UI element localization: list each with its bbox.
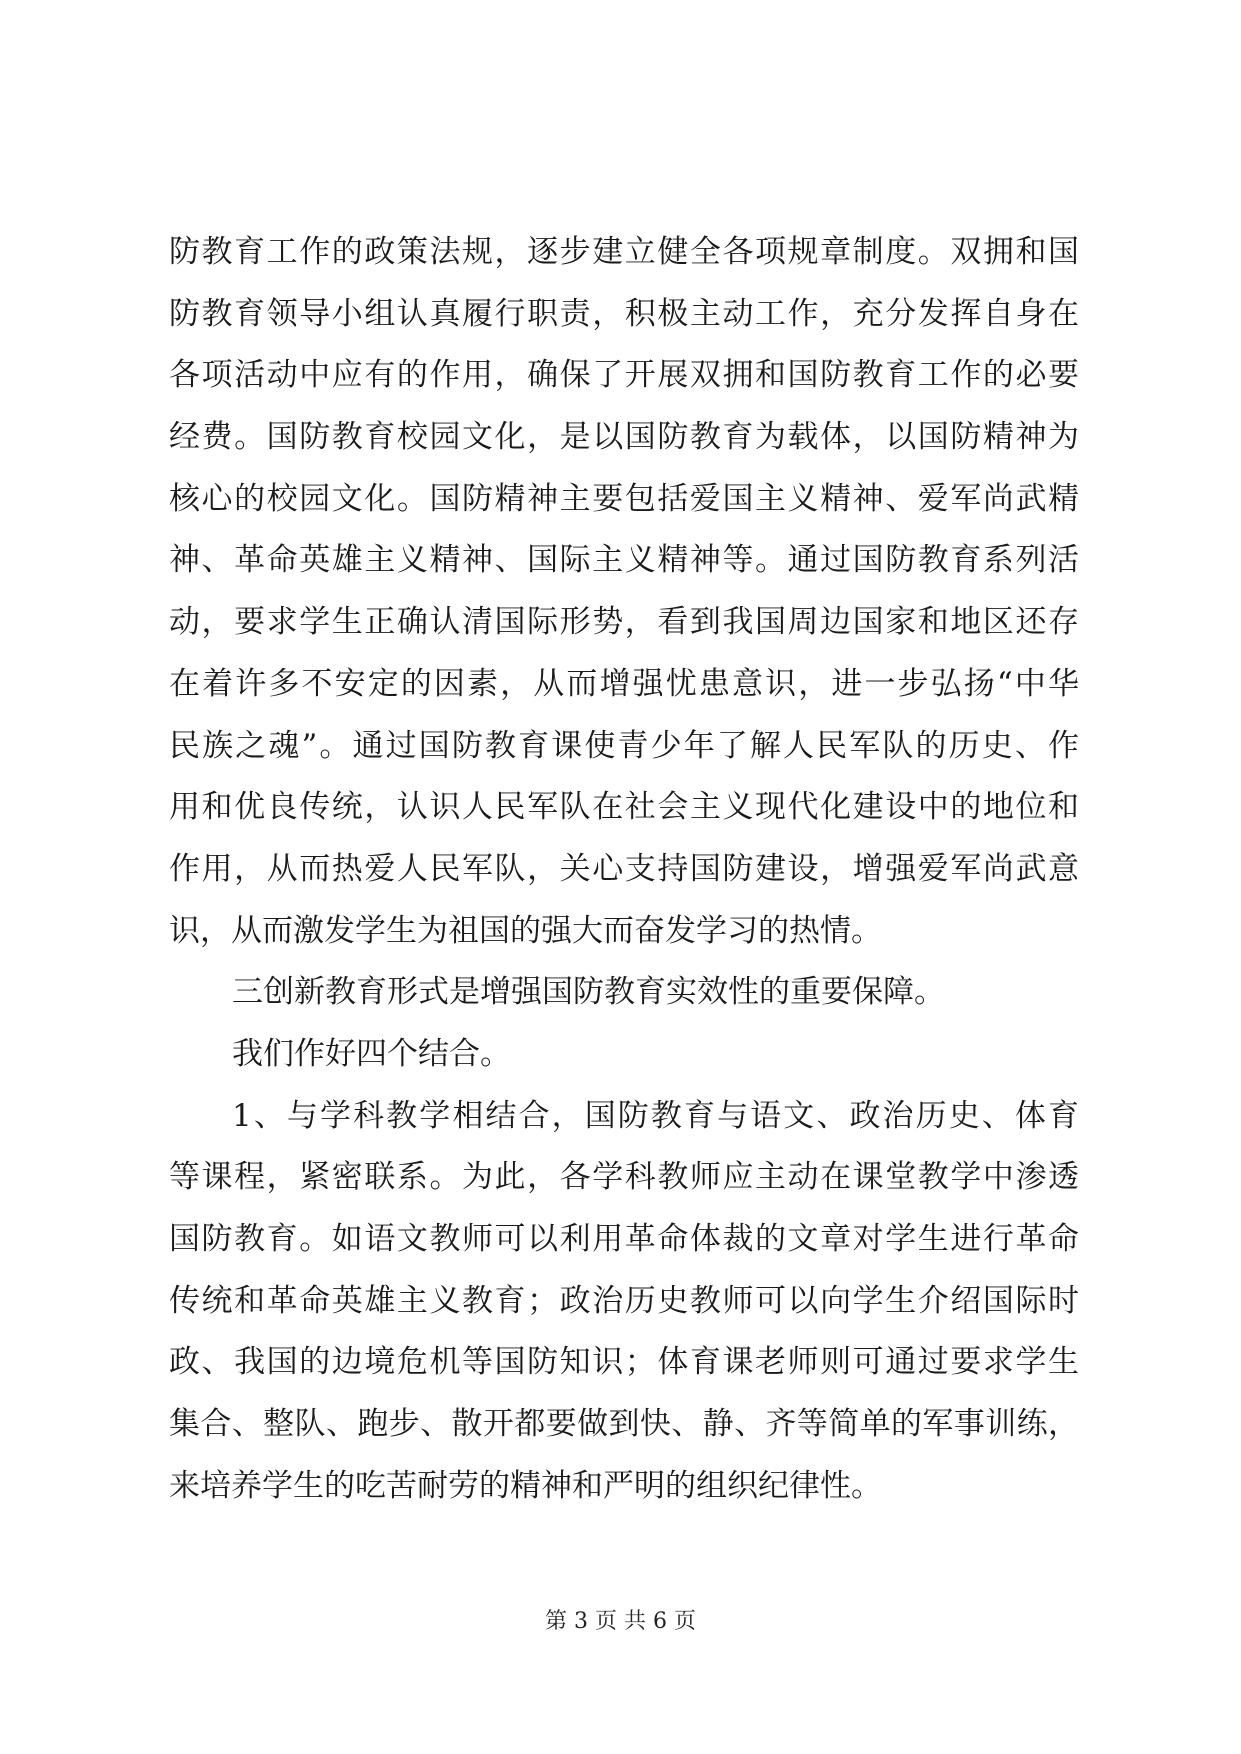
text-line: 用和优良传统，认识人民军队在社会主义现代化建设中的地位和 (169, 789, 1079, 826)
body-text (169, 222, 1079, 1517)
section-heading: 三创新教育形式是增强国防教育实效性的重要保障。 (232, 974, 945, 1011)
text-line: 作用，从而热爱人民军队，关心支持国防建设，增强爱军尚武意 (169, 850, 1079, 887)
text-line: 我们作好四个结合。 (232, 1035, 511, 1072)
text-line: 等课程，紧密联系。为此，各学科教师应主动在课堂教学中渗透 (169, 1159, 1079, 1196)
text-line: 国防教育。如语文教师可以利用革命体裁的文章对学生进行革命 (169, 1221, 1079, 1257)
text-line: 经费。国防教育校园文化，是以国防教育为载体，以国防精神为 (169, 419, 1079, 456)
text-line: 集合、整队、跑步、散开都要做到快、静、齐等简单的军事训练， (169, 1406, 1079, 1443)
text-line: 动，要求学生正确认清国际形势，看到我国周边国家和地区还存 (169, 604, 1079, 641)
text-line: 政、我国的边境危机等国防知识；体育课老师则可通过要求学生 (169, 1344, 1079, 1381)
text-line: 1、与学科教学相结合，国防教育与语文、政治历史、体育 (232, 1097, 1079, 1134)
text-line: 民族之魂”。通过国防教育课使青少年了解人民军队的历史、作 (169, 727, 1079, 764)
text-line: 核心的校园文化。国防精神主要包括爱国主义精神、爱军尚武精 (169, 480, 1079, 517)
page-number-footer: 第 3 页 共 6 页 (545, 1609, 696, 1634)
text-line: 防教育领导小组认真履行职责，积极主动工作，充分发挥自身在 (169, 295, 1079, 332)
text-line: 识，从而激发学生为祖国的强大而奋发学习的热情。 (169, 912, 882, 949)
text-line: 防教育工作的政策法规，逐步建立健全各项规章制度。双拥和国 (169, 234, 1079, 270)
text-line: 传统和革命英雄主义教育；政治历史教师可以向学生介绍国际时 (169, 1282, 1079, 1319)
text-line: 来培养学生的吃苦耐劳的精神和严明的组织纪律性。 (169, 1467, 882, 1504)
text-line: 各项活动中应有的作用，确保了开展双拥和国防教育工作的必要 (169, 357, 1079, 394)
text-line: 神、革命英雄主义精神、国际主义精神等。通过国防教育系列活 (169, 542, 1079, 579)
text-line: 在着许多不安定的因素，从而增强忧患意识，进一步弘扬“中华 (169, 665, 1079, 702)
